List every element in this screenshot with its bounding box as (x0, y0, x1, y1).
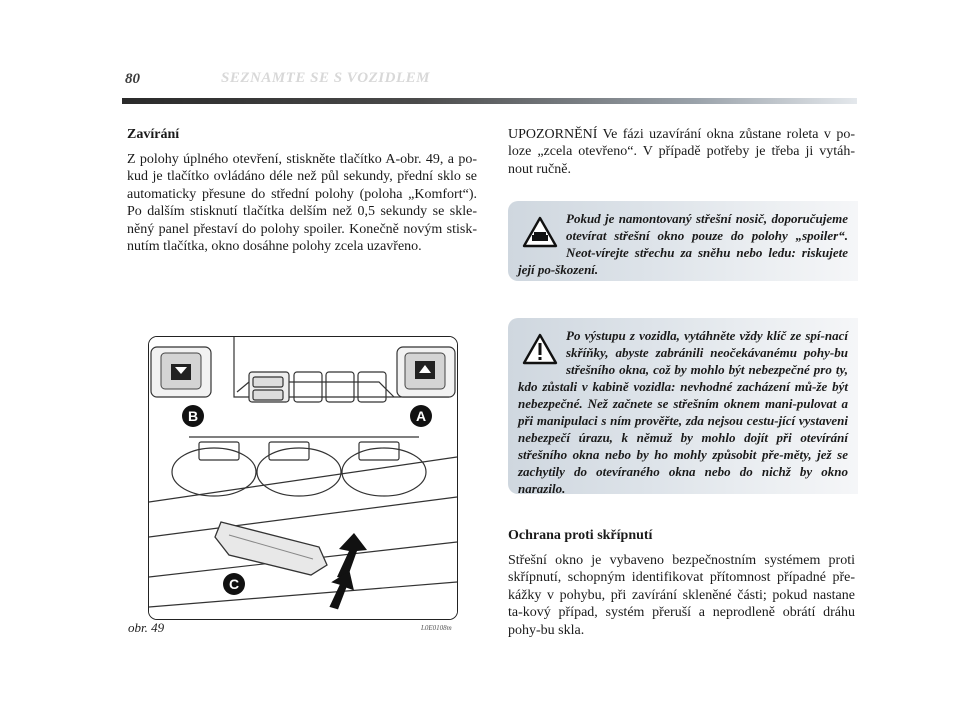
button-a-inset (397, 347, 455, 397)
figure-caption: obr. 49 (128, 620, 165, 635)
closing-paragraph: Z polohy úplného otevření, stiskněte tlačítko A-obr. 49, a po-kud je tlačítko ovládáno déle než půl sekundy, přední sklo se automaticky přesune do střední polohy (poloha „Komfort“). Po dalším stisknutí tlačítka delším než 0,5 sekundy se skle-něný panel přestaví do polohy spoiler. Konečně novým stisk-nutím tlačítka, okno dosáhne polohy zcela uzavřeno. (127, 152, 477, 255)
svg-text:A: A (415, 408, 427, 424)
warning-text-roof-rack: Pokud je namontovaný střešní nosič, doporučujeme otevírat střešní okno pouze do polohy „spoiler“. Neot-vírejte střechu za sněhu nebo ledu: riskujete její po-škození. (518, 211, 848, 277)
warning-box-roof-rack (508, 201, 858, 281)
warning-box-key (508, 318, 858, 494)
warning-text-key: Po výstupu z vozidla, vytáhněte vždy klíč ze spí-nací skříňky, abyste zabránili neočekávanému pohy-bu střešního okna, což by mohlo být nebezpečné pro ty, kdo zůstali v kabině vozidla: nevhodné zacházení mů-že být nebezpečné. Než začnete se střešním oknem mani-pulovat a při manipulaci s ním prověřte, zda nejsou cestu-jící vystaveni nebezpečí úrazu, k němuž by mohlo dojít při otevírání střešního okna nebo by ho mohly způsobit pře-měty, jež se zachytily do otevíraného okna nebo do nichž by okno narazilo. (518, 328, 848, 496)
figure-49 (148, 336, 458, 620)
section-heading-anti-pinch: Ochrana proti skřípnutí (508, 528, 653, 543)
warning-triangle-icon (522, 333, 558, 365)
anti-pinch-section (508, 527, 855, 639)
left-column (127, 126, 477, 255)
button-b-inset (151, 347, 211, 397)
label-c (223, 573, 245, 595)
running-head: SEZNAMTE SE S VOZIDLEM (221, 70, 430, 86)
label-a (410, 405, 432, 427)
anti-pinch-paragraph: Střešní okno je vybaveno bezpečnostním systémem proti skřípnutí, schopným identifikovat přítomnost případné pře-kážky v pohybu, při zavírání skleněné části; pokud nastane ta-kový případ, systém přeruší a neprodleně obrátí dráhu pohy-bu skla. (508, 553, 855, 638)
header-rule (122, 98, 857, 104)
svg-text:B: B (187, 408, 199, 424)
warning-triangle-roof-icon (522, 216, 558, 248)
figure-code: L0E0108m (421, 624, 452, 632)
page-number: 80 (125, 71, 140, 87)
label-b (182, 405, 204, 427)
right-column (508, 126, 855, 178)
section-heading-closing: Zavírání (127, 127, 180, 142)
note-paragraph: UPOZORNĚNÍ Ve fázi uzavírání okna zůstane roleta v po-loze „zcela otevřeno“. V případě potřeby je třeba ji vytáh-nout ručně. (508, 127, 855, 177)
svg-text:C: C (228, 576, 240, 592)
